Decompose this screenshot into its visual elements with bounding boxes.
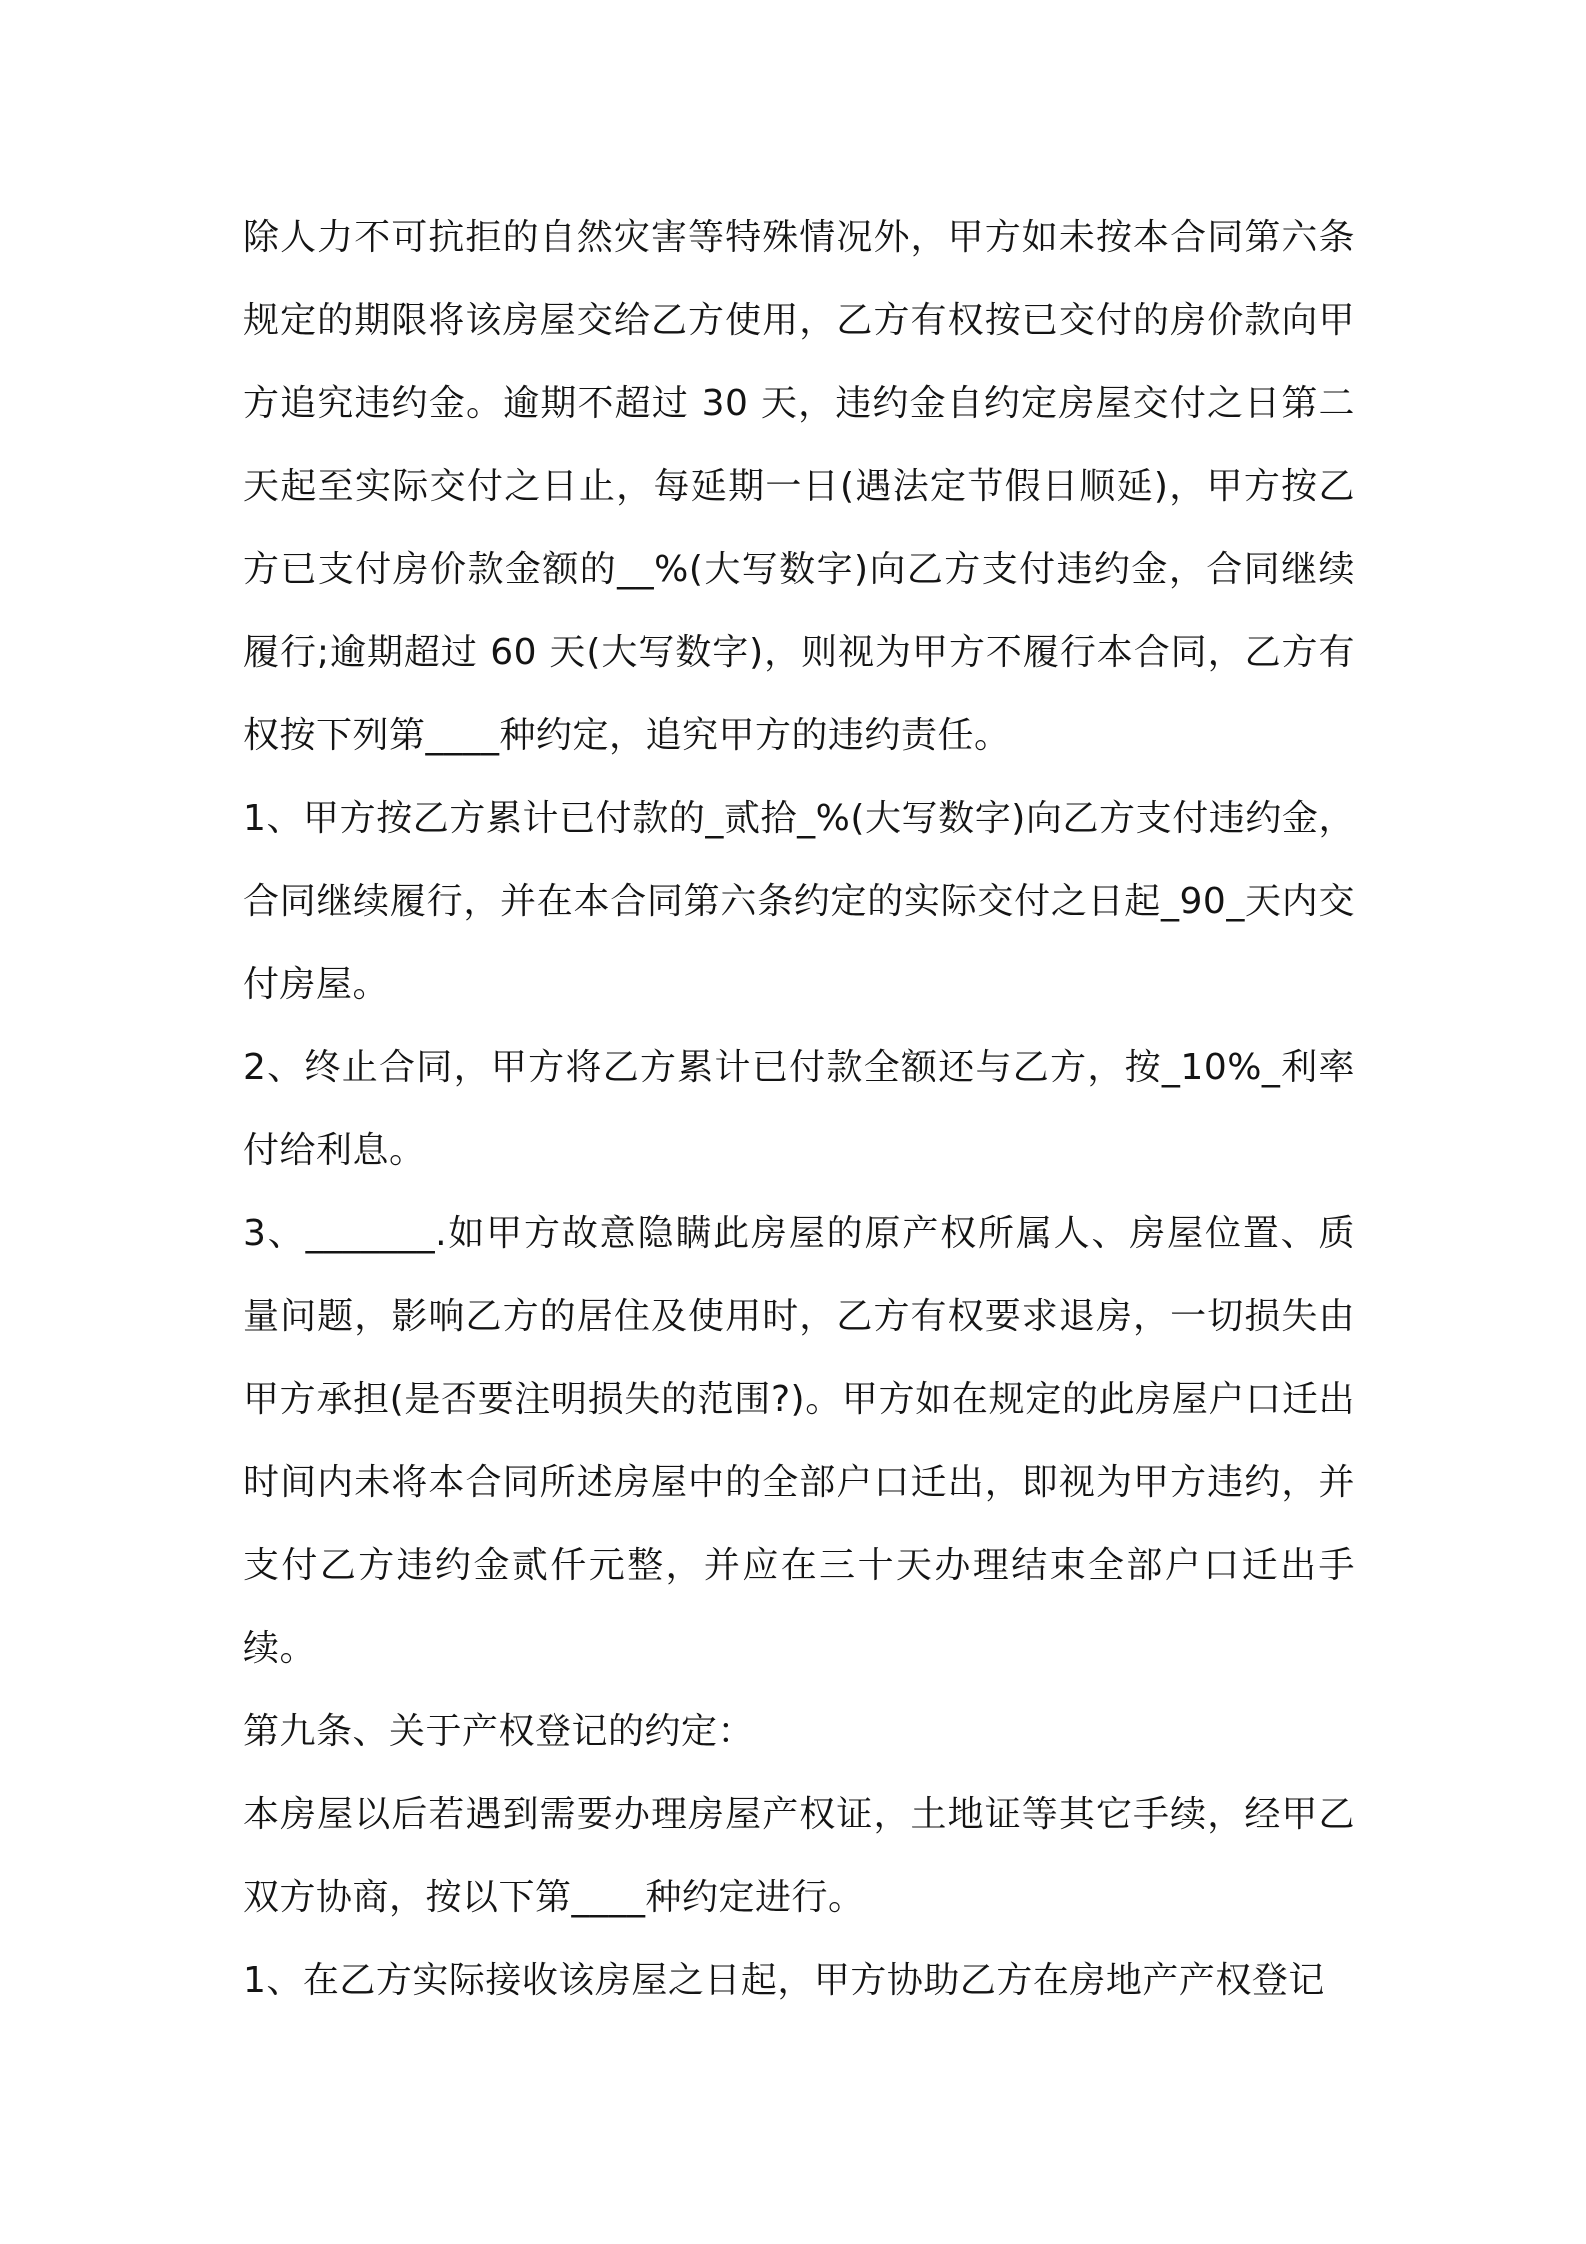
article-9-heading: 第九条、关于产权登记的约定： bbox=[243, 1711, 755, 1752]
document-body bbox=[243, 196, 1355, 2022]
paragraph-option-1: 1、甲方按乙方累计已付款的_贰拾_%(大写数字)向乙方支付违约金，合同继续履行，并在本合同第六条约定的实际交付之日起_90_天内交付房屋。 bbox=[243, 798, 1355, 1005]
paragraph-property-registration: 本房屋以后若遇到需要办理房屋产权证，土地证等其它手续，经甲乙双方协商，按以下第____种约定进行。 bbox=[243, 1794, 1355, 1918]
paragraph-liquidated-damages: 除人力不可抗拒的自然灾害等特殊情况外，甲方如未按本合同第六条规定的期限将该房屋交给乙方使用，乙方有权按已交付的房价款向甲方追究违约金。逾期不超过 30 天，违约金自约定房屋交付之日第二天起至实际交付之日止，每延期一日(遇法定节假日顺延)，甲方按乙方已支付房价款金额的__%(大写数字)向乙方支付违约金，合同继续履行;逾期超过 60 天(大写数字)，则视为甲方不履行本合同，乙方有权按下列第____种约定，追究甲方的违约责任。 bbox=[243, 217, 1355, 756]
paragraph-option-3: 3、_______.如甲方故意隐瞒此房屋的原产权所属人、房屋位置、质量问题，影响乙方的居住及使用时，乙方有权要求退房，一切损失由甲方承担(是否要注明损失的范围?)。甲方如在规定的此房屋户口迁出时间内未将本合同所述房屋中的全部户口迁出，即视为甲方违约，并支付乙方违约金贰仟元整，并应在三十天办理结束全部户口迁出手续。 bbox=[243, 1213, 1355, 1669]
paragraph-registration-option-1: 1、在乙方实际接收该房屋之日起，甲方协助乙方在房地产产权登记 bbox=[243, 1960, 1325, 2001]
paragraph-option-2: 2、终止合同，甲方将乙方累计已付款全额还与乙方，按_10%_利率付给利息。 bbox=[243, 1047, 1355, 1171]
